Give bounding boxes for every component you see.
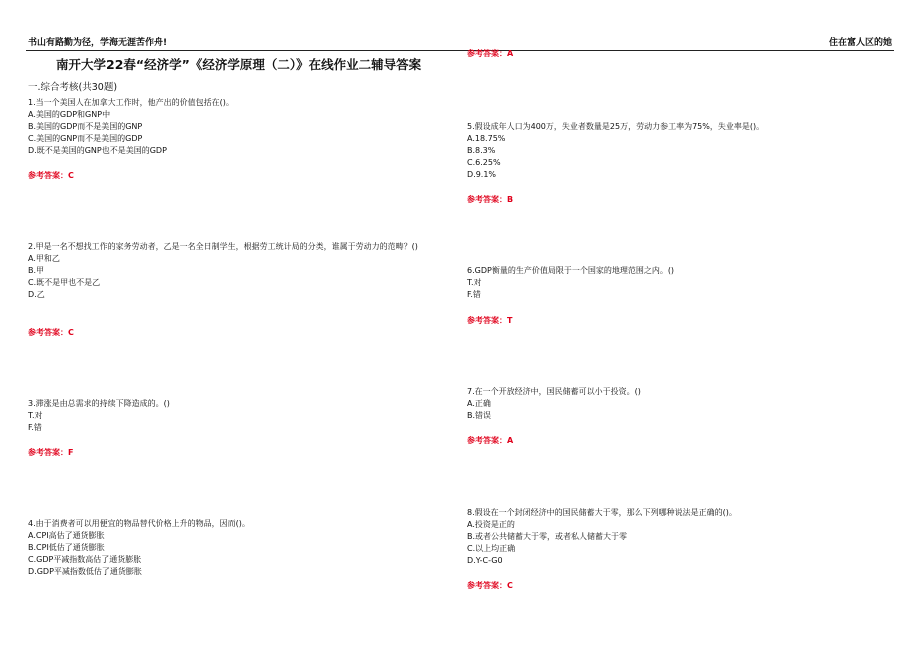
question-5 xyxy=(467,121,897,181)
option: A.投资是正的 xyxy=(467,520,515,529)
question-4 xyxy=(28,518,458,578)
option: D.9.1% xyxy=(467,170,497,179)
question-stem: 6.GDP衡量的生产价值局限于一个国家的地理范围之内。() xyxy=(467,266,675,275)
header-right-motto: 住在富人区的她 xyxy=(828,38,892,48)
section-heading: 一.综合考核(共30题) xyxy=(28,82,118,93)
page-header xyxy=(26,34,894,51)
option: C.美国的GNP而不是美国的GDP xyxy=(28,134,143,143)
question-stem: 4.由于消费者可以用便宜的物品替代价格上升的物品，因而()。 xyxy=(28,519,250,528)
option: A.正确 xyxy=(467,399,491,408)
carried-answer: 参考答案：A xyxy=(467,49,514,58)
option: A.美国的GDP和GNP中 xyxy=(28,110,111,119)
document-title: 南开大学22春“经济学”《经济学原理（二）》在线作业二辅导答案 xyxy=(56,57,422,72)
option: T.对 xyxy=(467,278,482,287)
answer-2: 参考答案：C xyxy=(28,328,74,337)
header-left-motto: 书山有路勤为径，学海无涯苦作舟! xyxy=(28,38,168,48)
option: B.CPI低估了通货膨胀 xyxy=(28,543,105,552)
option: D.Y-C-G0 xyxy=(467,556,503,565)
answer-6: 参考答案：T xyxy=(467,316,513,325)
question-stem: 2.甲是一名不想找工作的家务劳动者，乙是一名全日制学生，根据劳工统计局的分类，谁属于劳动力的范畴？() xyxy=(28,242,418,251)
question-stem: 3.滞涨是由总需求的持续下降造成的。() xyxy=(28,399,170,408)
option: B.8.3% xyxy=(467,146,496,155)
question-3 xyxy=(28,398,458,434)
option: C.以上均正确 xyxy=(467,544,516,553)
option: A.甲和乙 xyxy=(28,254,60,263)
option: B.或者公共储蓄大于零，或者私人储蓄大于零 xyxy=(467,532,628,541)
question-1 xyxy=(28,97,458,157)
option: C.既不是甲也不是乙 xyxy=(28,278,101,287)
question-2 xyxy=(28,241,458,301)
option: B.错误 xyxy=(467,411,492,420)
answer-7: 参考答案：A xyxy=(467,436,514,445)
question-stem: 8.假设在一个封闭经济中的国民储蓄大于零，那么下列哪种说法是正确的()。 xyxy=(467,508,737,517)
option: F.错 xyxy=(28,423,42,432)
question-stem: 5.假设成年人口为400万，失业者数量是25万，劳动力参工率为75%，失业率是()。 xyxy=(467,122,765,131)
option: D.既不是美国的GNP也不是美国的GDP xyxy=(28,146,167,155)
question-stem: 1.当一个美国人在加拿大工作时，他产出的价值包括在()。 xyxy=(28,98,234,107)
option: D.乙 xyxy=(28,290,45,299)
option: F.错 xyxy=(467,290,481,299)
option: C.6.25% xyxy=(467,158,501,167)
option: B.美国的GDP而不是美国的GNP xyxy=(28,122,143,131)
option: A.CPI高估了通货膨胀 xyxy=(28,531,105,540)
answer-8: 参考答案：C xyxy=(467,581,513,590)
answer-3: 参考答案：F xyxy=(28,448,74,457)
answer-5: 参考答案：B xyxy=(467,195,514,204)
option: C.GDP平减指数高估了通货膨胀 xyxy=(28,555,142,564)
question-8 xyxy=(467,507,897,567)
question-6 xyxy=(467,265,897,301)
option: T.对 xyxy=(28,411,43,420)
question-stem: 7.在一个开放经济中，国民储蓄可以小于投资。() xyxy=(467,387,641,396)
option: D.GDP平减指数低估了通货膨胀 xyxy=(28,567,142,576)
answer-1: 参考答案：C xyxy=(28,171,74,180)
option: A.18.75% xyxy=(467,134,506,143)
question-7 xyxy=(467,386,897,422)
option: B.甲 xyxy=(28,266,45,275)
